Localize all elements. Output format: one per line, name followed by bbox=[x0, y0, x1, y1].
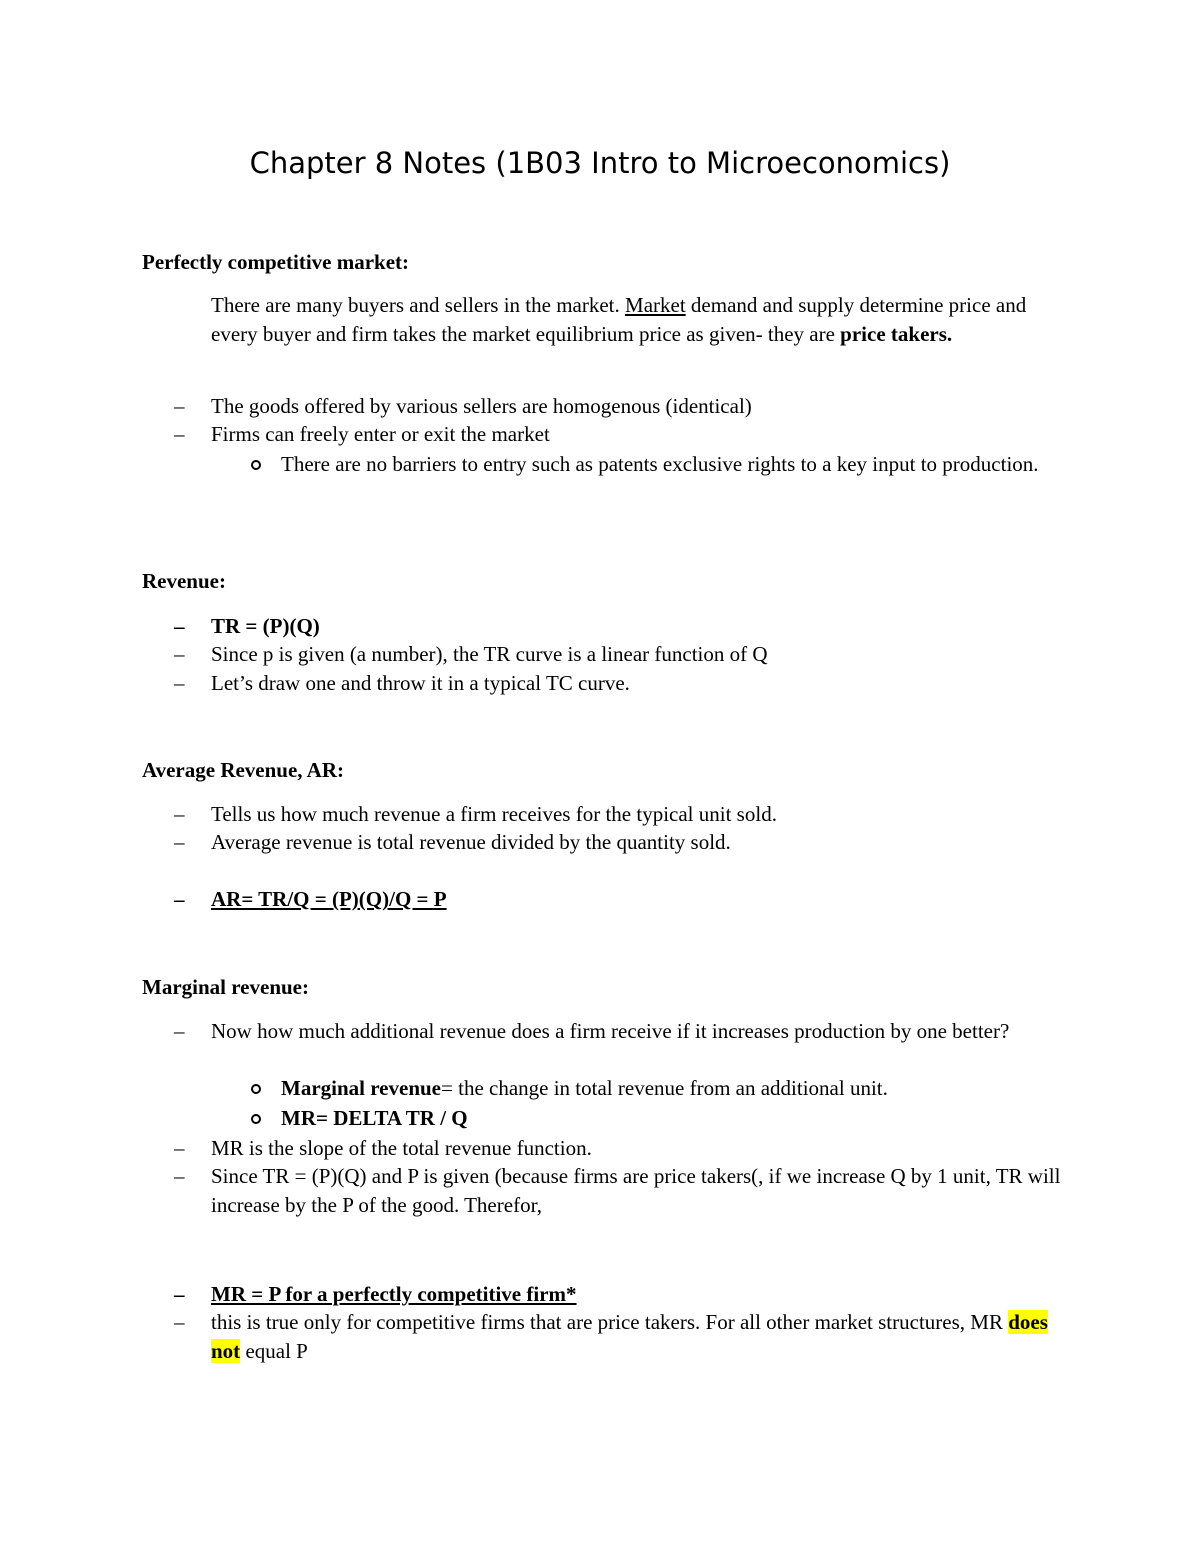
price-takers-term: price takers. bbox=[840, 322, 953, 346]
section-heading-revenue: Revenue: bbox=[142, 569, 226, 593]
underlined-market: Market bbox=[625, 293, 686, 317]
list-item: – Since TR = (P)(Q) and P is given (because firms are price takers(, if we increase Q by 1 unit, TR will increase by the P of the good. Therefor, bbox=[211, 1162, 1071, 1220]
sub-list-item-mr-definition: Marginal revenue= the change in total revenue from an additional unit. bbox=[281, 1074, 1071, 1103]
list-item-caveat: – this is true only for competitive firms that are price takers. For all other market structures, MR does not equal P bbox=[211, 1308, 1071, 1366]
perfect-competition-intro: There are many buyers and sellers in the market. Market demand and supply determine price and every buyer and firm takes the market equilibrium price as given- they are price takers. bbox=[211, 293, 1027, 346]
list-item-ar-formula: – AR= TR/Q = (P)(Q)/Q = P bbox=[211, 885, 1071, 914]
list-item-tr-formula: – TR = (P)(Q) bbox=[211, 612, 1071, 641]
section-heading-average-revenue: Average Revenue, AR: bbox=[142, 758, 344, 782]
list-item: – Since p is given (a number), the TR curve is a linear function of Q bbox=[211, 640, 1071, 669]
page-title: Chapter 8 Notes (1B03 Intro to Microeconomics) bbox=[249, 146, 951, 180]
sub-list-item: There are no barriers to entry such as patents exclusive rights to a key input to production. bbox=[281, 450, 1071, 479]
list-item: – Average revenue is total revenue divided by the quantity sold. bbox=[211, 828, 1071, 857]
list-item: – Tells us how much revenue a firm receives for the typical unit sold. bbox=[211, 800, 1071, 829]
section-heading-perfect-competition: Perfectly competitive market: bbox=[142, 250, 410, 274]
list-item: – Let’s draw one and throw it in a typical TC curve. bbox=[211, 669, 1071, 698]
list-item: – Now how much additional revenue does a firm receive if it increases production by one better? bbox=[211, 1017, 1071, 1046]
highlighted-does-not: does not bbox=[211, 1310, 1048, 1363]
sub-list-item-mr-formula: MR= DELTA TR / Q bbox=[281, 1104, 1071, 1133]
list-item-key-result: – MR = P for a perfectly competitive firm* bbox=[211, 1280, 1071, 1309]
list-item: – The goods offered by various sellers are homogenous (identical) bbox=[211, 392, 1071, 421]
section-heading-marginal-revenue: Marginal revenue: bbox=[142, 975, 309, 999]
list-item: – MR is the slope of the total revenue function. bbox=[211, 1134, 1071, 1163]
list-item: – Firms can freely enter or exit the market bbox=[211, 420, 1071, 449]
